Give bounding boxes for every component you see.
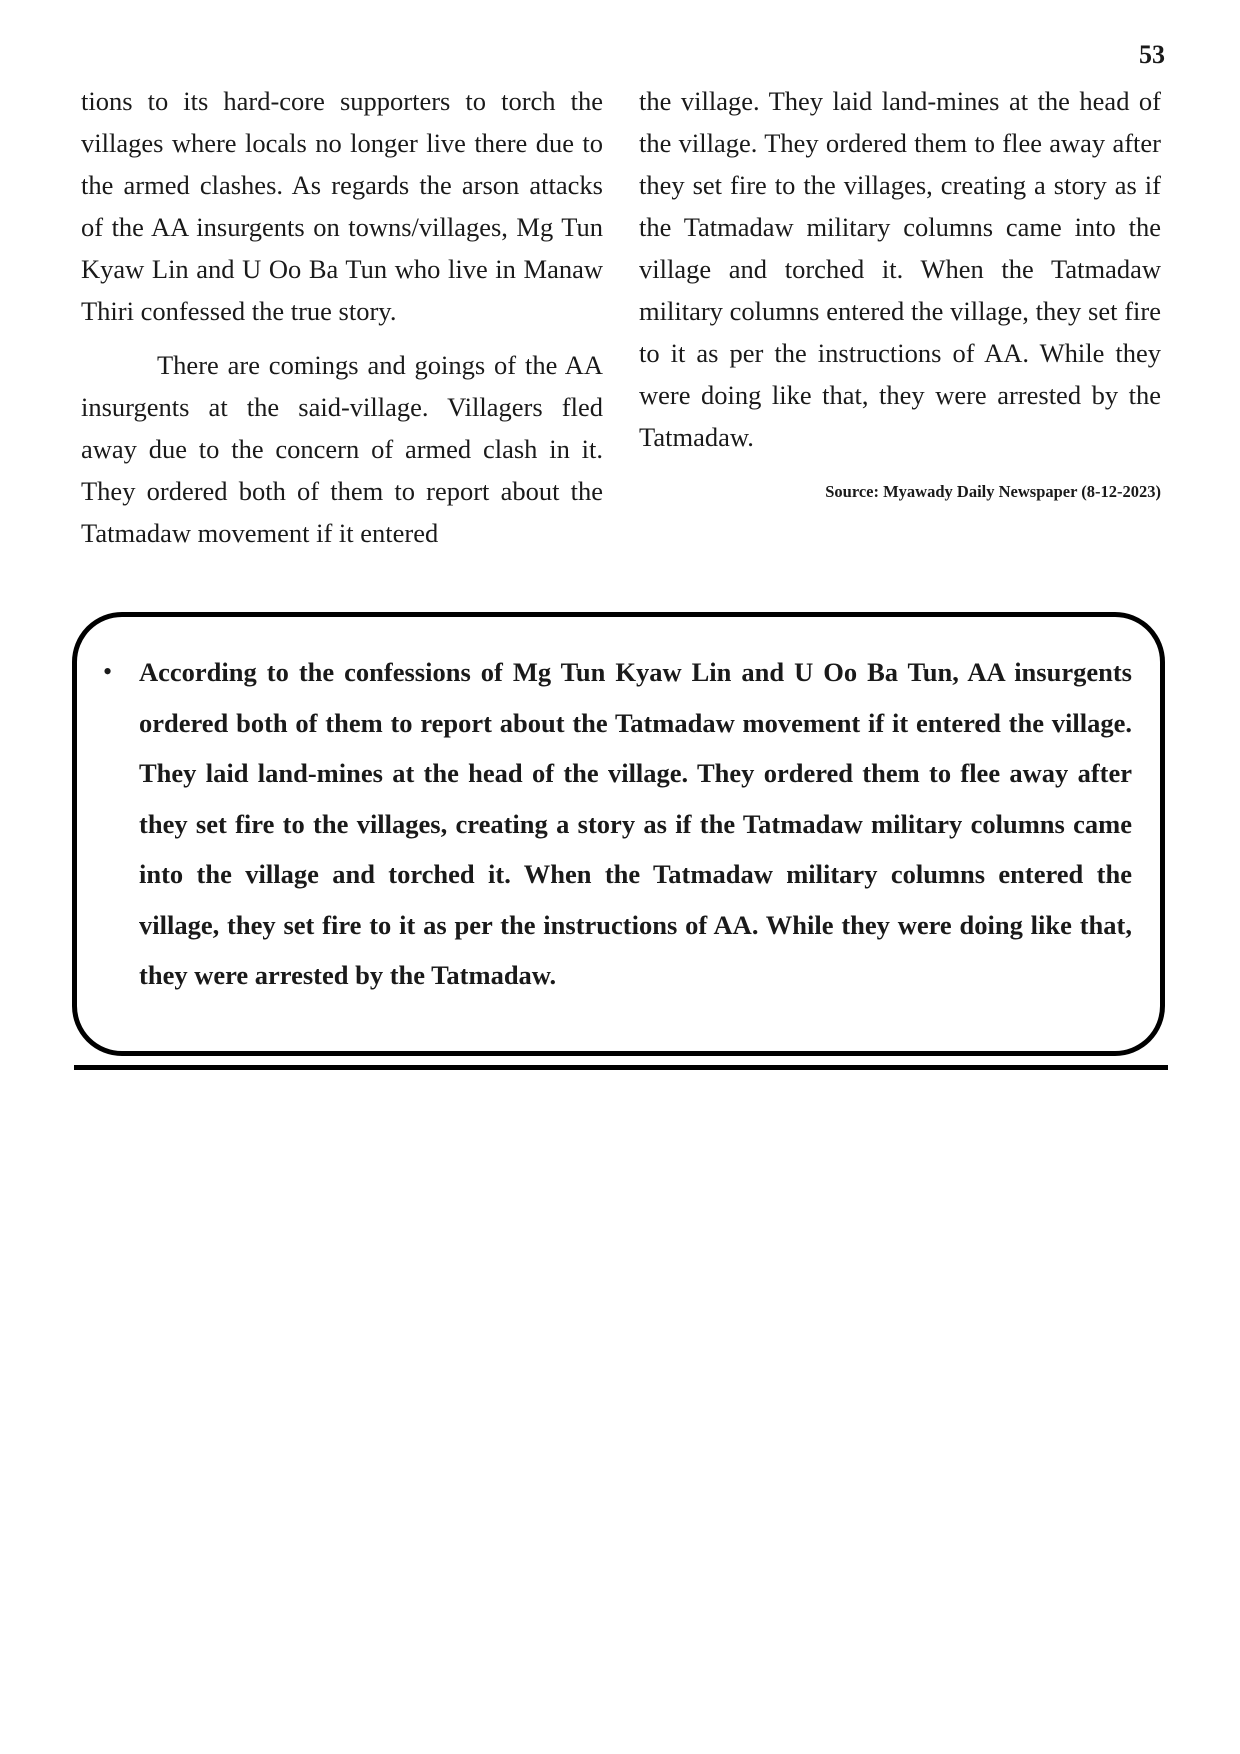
left-paragraph-1: tions to its hard-core supporters to torch the villages where locals no longer live there due to the armed clashes. As regards the arson attacks of the AA insurgents on towns/villages, Mg Tun Kyaw Lin and U Oo Ba Tun who live in Manaw Thiri confessed the true story. [81,86,603,326]
callout-text: According to the confessions of Mg Tun Kyaw Lin and U Oo Ba Tun, AA insurgents ordered both of them to report about the Tatmadaw movement if it entered the village. They laid land-mines at the head of the village. They ordered them to flee away after they set fire to the villages, creating a story as if the Tatmadaw military columns came into the village and torched it. When the Tatmadaw military columns entered the village, they set fire to it as per the instructions of AA. While they were doing like that, they were arrested by the Tatmadaw. [139,657,1132,990]
page-number: 53 [1139,40,1165,69]
left-column [81,80,603,554]
right-column [639,80,1161,554]
divider-rule [74,1065,1168,1070]
source-citation: Source: Myawady Daily Newspaper (8-12-2023) [825,482,1161,501]
summary-callout-box [72,612,1165,1056]
right-paragraph-1: the village. They laid land-mines at the head of the village. They ordered them to flee away after they set fire to the villages, creating a story as if the Tatmadaw military columns came into the village and torched it. When the Tatmadaw military columns entered the village, they set fire to it as per the instructions of AA. While they were doing like that, they were arrested by the Tatmadaw. [639,86,1161,452]
bullet-icon: • [103,657,113,686]
left-paragraph-2: There are comings and goings of the AA insurgents at the said-village. Villagers fled away due to the concern of armed clash in it. They ordered both of them to report about the Tatmadaw movement if it entered [81,350,603,548]
callout-bullet-item [103,647,1132,1001]
article-body [81,80,1161,554]
